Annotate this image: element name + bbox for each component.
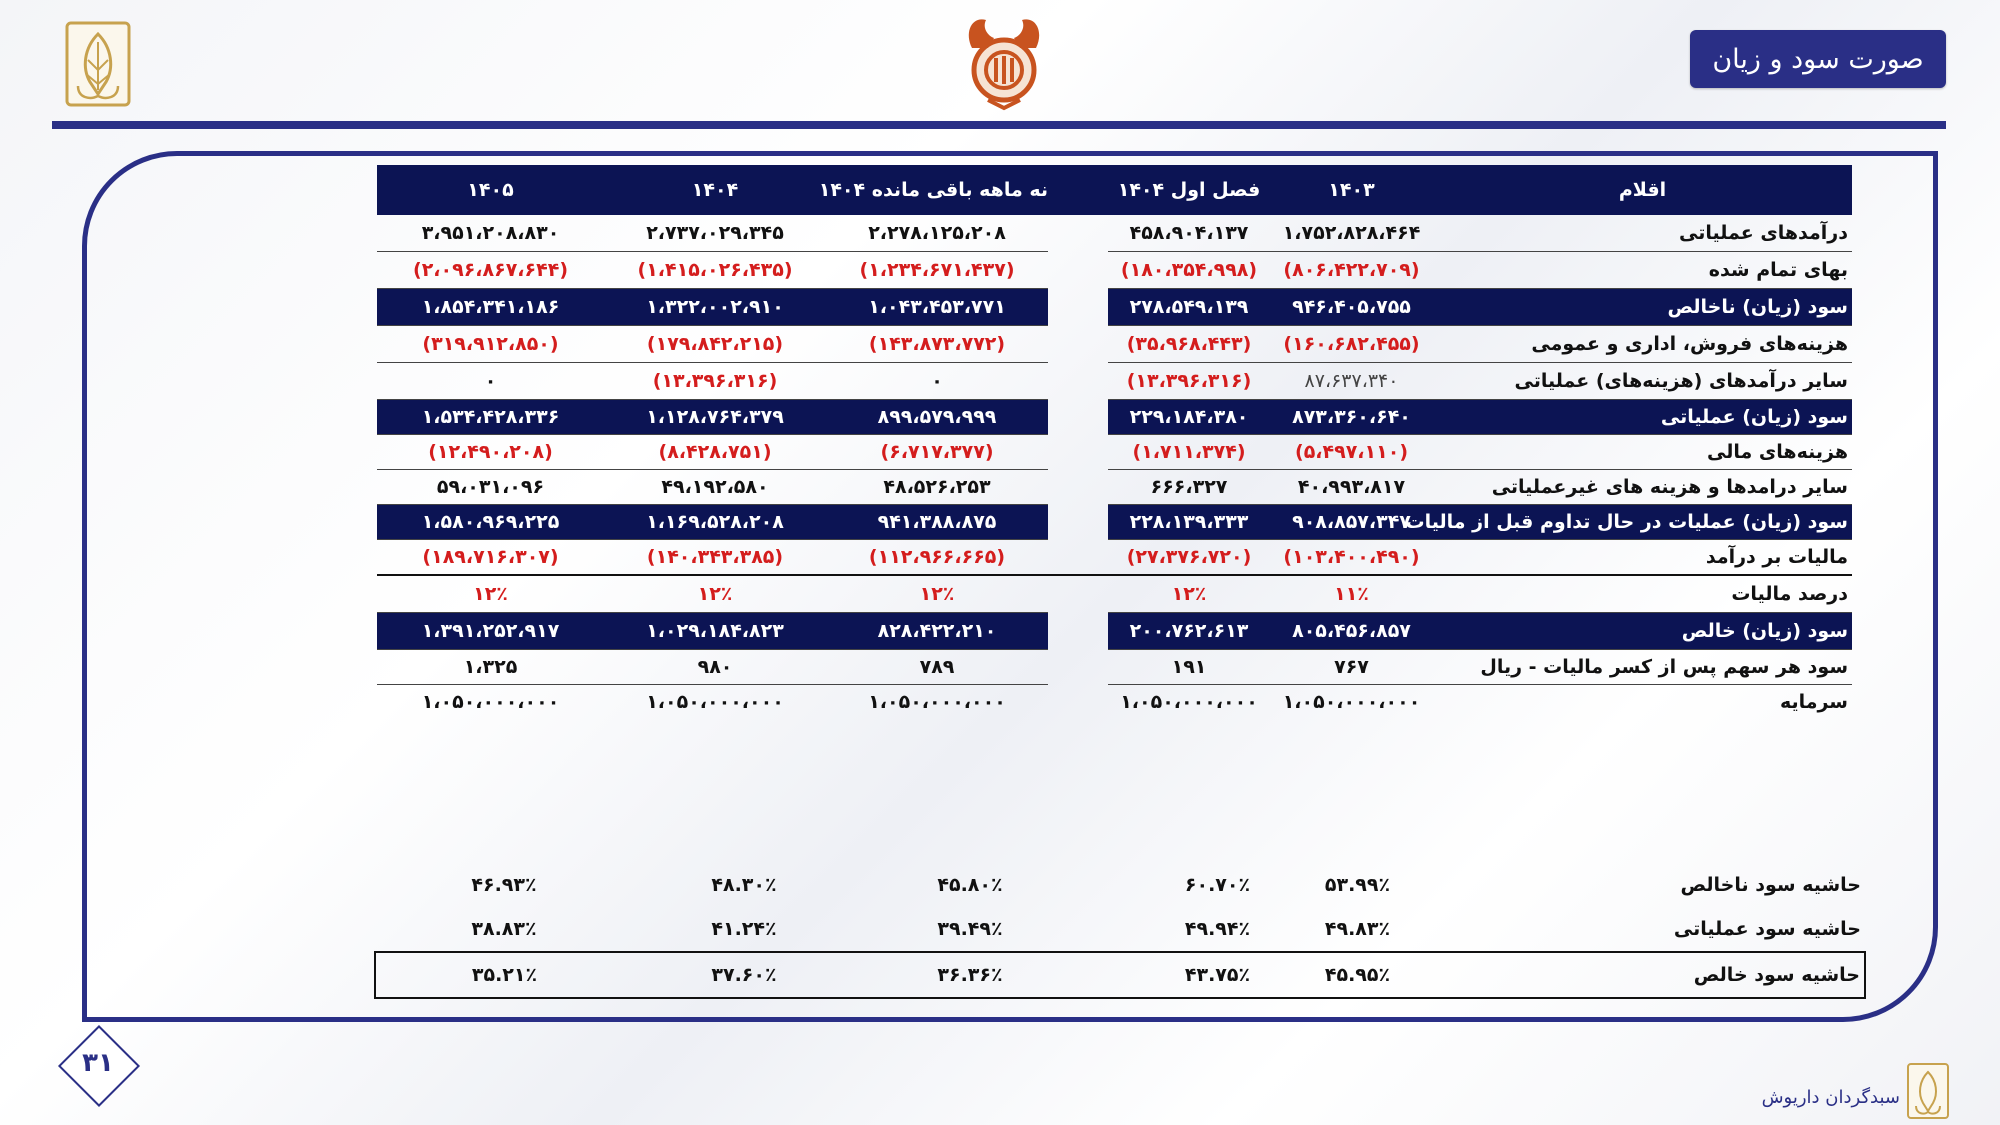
column-gap (1048, 540, 1108, 576)
table-cell: ۲۲۸،۱۳۹،۳۳۳ (1108, 505, 1270, 540)
margin-cell: ۳۶.۳۶٪ (855, 952, 1085, 998)
table-cell: (۱،۷۱۱،۳۷۴) (1108, 435, 1270, 470)
column-header: فصل اول ۱۴۰۴ (1108, 165, 1270, 215)
table-cell: ۱۱٪ (1270, 575, 1433, 613)
margin-cell: ۴۵.۸۰٪ (937, 874, 1003, 896)
table-cell: ۸۰۵،۴۵۶،۸۵۷ (1270, 613, 1433, 650)
table-cell: ۱۲٪ (604, 575, 826, 613)
profit-margins-table (374, 863, 1866, 999)
table-cell: ۲۲۹،۱۸۴،۳۸۰ (1108, 400, 1270, 435)
table-cell: ۱،۰۴۳،۴۵۳،۷۷۱ (826, 289, 1048, 326)
table-cell: (۵،۴۹۷،۱۱۰) (1270, 435, 1433, 470)
table-cell: ۱۹۱ (1108, 650, 1270, 685)
table-cell: ۵۹،۰۳۱،۰۹۶ (377, 470, 604, 505)
column-header: نه ماهه باقی مانده ۱۴۰۴ (826, 165, 1048, 215)
column-gap (1048, 685, 1108, 720)
table-cell: ۱،۰۵۰،۰۰۰،۰۰۰ (1120, 691, 1258, 713)
table-cell: ۲،۲۷۸،۱۲۵،۲۰۸ (826, 215, 1048, 252)
table-cell: ۱،۱۶۹،۵۲۸،۲۰۸ (604, 505, 826, 540)
table-cell: (۱۲،۴۹۰،۲۰۸) (377, 435, 604, 470)
margin-cell: ۳۹.۴۹٪ (855, 907, 1085, 952)
table-cell: ۴۹،۱۹۲،۵۸۰ (604, 470, 826, 505)
table-cell: ۱،۱۲۸،۷۶۴،۳۷۹ (604, 400, 826, 435)
table-row (377, 435, 1852, 470)
row-label: هزینه‌های فروش، اداری و عمومی (1433, 326, 1852, 363)
margin-label: حاشیه سود خالص (1440, 952, 1865, 998)
table-cell: (۱۴۰،۳۴۳،۳۸۵) (604, 540, 826, 576)
table-cell: ۹۸۰ (604, 650, 826, 685)
table-cell: ۹۴۶،۴۰۵،۷۵۵ (1270, 289, 1433, 326)
center-emblem-icon (958, 8, 1050, 112)
row-label: درصد مالیات (1433, 575, 1852, 613)
row-label: سایر درآمدهای (هزینه‌های) عملیاتی (1433, 363, 1852, 400)
table-cell: ۸۷،۶۳۷،۳۴۰ (1270, 363, 1433, 400)
table-cell: (۱۷۹،۸۴۲،۲۱۵) (604, 326, 826, 363)
margin-cell: ۳۷.۶۰٪ (633, 952, 855, 998)
table-cell: ۱،۰۵۰،۰۰۰،۰۰۰ (646, 691, 784, 713)
table-cell: ۰ (377, 363, 604, 400)
row-label: سود (زیان) ناخالص (1433, 289, 1852, 326)
table-cell: (۱۱۲،۹۶۶،۶۶۵) (826, 540, 1048, 576)
header-divider (52, 121, 1946, 129)
table-cell: (۸۰۶،۴۲۲،۷۰۹) (1270, 252, 1433, 289)
margin-row (375, 907, 1865, 952)
row-label: درآمدهای عملیاتی (1433, 215, 1852, 252)
table-cell: ۱،۵۳۴،۴۲۸،۳۳۶ (377, 400, 604, 435)
table-cell: ۹۰۸،۸۵۷،۳۴۷ (1270, 505, 1433, 540)
table-cell: (۱۴۳،۸۷۳،۷۷۲) (826, 326, 1048, 363)
margin-cell: ۳۵.۲۱٪ (375, 952, 633, 998)
table-cell: ۱۲٪ (1108, 575, 1270, 613)
table-cell: ۱،۳۲۲،۰۰۲،۹۱۰ (604, 289, 826, 326)
column-gap (1048, 435, 1108, 470)
table-row (377, 400, 1852, 435)
footer-logo-icon (1906, 1062, 1950, 1120)
table-cell: ۲۰۰،۷۶۲،۶۱۳ (1108, 613, 1270, 650)
margin-cell: ۴۸.۳۰٪ (711, 874, 777, 896)
margin-label: حاشیه سود عملیاتی (1440, 907, 1865, 952)
column-gap (1085, 863, 1160, 907)
table-cell: ۱،۸۵۴،۳۴۱،۱۸۶ (377, 289, 604, 326)
column-gap (1048, 289, 1108, 326)
table-cell: (۳۵،۹۶۸،۴۴۳) (1108, 326, 1270, 363)
column-gap (1048, 575, 1108, 613)
table-cell: ۴۸،۵۲۶،۲۵۳ (826, 470, 1048, 505)
table-cell: ۷۸۹ (826, 650, 1048, 685)
table-row (377, 540, 1852, 576)
table-cell: (۳۱۹،۹۱۲،۸۵۰) (377, 326, 604, 363)
table-cell: ۱،۰۵۰،۰۰۰،۰۰۰ (868, 691, 1006, 713)
column-gap (1048, 613, 1108, 650)
row-label: مالیات بر درآمد (1433, 540, 1852, 576)
table-cell: ۸۲۸،۴۲۲،۲۱۰ (826, 613, 1048, 650)
table-cell: ۳،۹۵۱،۲۰۸،۸۳۰ (377, 215, 604, 252)
column-gap (1048, 326, 1108, 363)
column-gap (1085, 952, 1160, 998)
table-cell: (۶،۷۱۷،۳۷۷) (826, 435, 1048, 470)
table-row (377, 326, 1852, 363)
page-number: ۳۱ (82, 1048, 114, 1078)
table-cell: ۱،۰۵۰،۰۰۰،۰۰۰ (1282, 691, 1421, 713)
margin-label: حاشیه سود ناخالص (1680, 874, 1861, 896)
table-cell: ۱،۳۹۱،۲۵۲،۹۱۷ (377, 613, 604, 650)
table-cell: ۴۰،۹۹۳،۸۱۷ (1270, 470, 1433, 505)
column-header: ۱۴۰۴ (604, 165, 826, 215)
footer-brand: سبدگردان داریوش (1761, 1087, 1900, 1108)
row-label: سود (زیان) خالص (1433, 613, 1852, 650)
row-label: سود (زیان) عملیات در حال تداوم قبل از مالیات (1433, 505, 1852, 540)
margin-cell: ۴۹.۹۴٪ (1160, 907, 1275, 952)
margin-cell: ۳۸.۸۳٪ (375, 907, 633, 952)
column-gap (1048, 215, 1108, 252)
table-cell: ۱،۵۸۰،۹۶۹،۲۲۵ (377, 505, 604, 540)
row-label: سود (زیان) عملیاتی (1433, 400, 1852, 435)
page-title: صورت سود و زیان (1690, 30, 1946, 88)
table-row (377, 575, 1852, 613)
table-cell: ۱۲٪ (826, 575, 1048, 613)
table-row (377, 289, 1852, 326)
row-label: هزینه‌های مالی (1433, 435, 1852, 470)
table-row (377, 613, 1852, 650)
table-row (377, 215, 1852, 252)
table-cell: ۲۷۸،۵۴۹،۱۳۹ (1108, 289, 1270, 326)
table-cell: (۱،۲۳۴،۶۷۱،۴۳۷) (826, 252, 1048, 289)
company-logo-icon (64, 20, 132, 108)
table-cell: (۲،۰۹۶،۸۶۷،۶۴۴) (377, 252, 604, 289)
table-cell: (۱۶۰،۶۸۲،۴۵۵) (1270, 326, 1433, 363)
table-row (377, 505, 1852, 540)
table-cell: (۸،۴۲۸،۷۵۱) (604, 435, 826, 470)
table-row (377, 252, 1852, 289)
table-cell: ۰ (826, 363, 1048, 400)
column-header: اقلام (1433, 165, 1852, 215)
table-cell: ۹۴۱،۳۸۸،۸۷۵ (826, 505, 1048, 540)
table-row (377, 685, 1852, 720)
column-header: ۱۴۰۵ (377, 165, 604, 215)
table-row (377, 470, 1852, 505)
table-cell: ۴۵۸،۹۰۴،۱۳۷ (1108, 215, 1270, 252)
margin-row (375, 952, 1865, 998)
table-cell: ۲،۷۳۷،۰۲۹،۳۴۵ (604, 215, 826, 252)
margin-cell: ۴۹.۸۳٪ (1275, 907, 1440, 952)
margin-cell: ۴۱.۲۴٪ (633, 907, 855, 952)
table-cell: ۷۶۷ (1270, 650, 1433, 685)
table-cell: ۱،۷۵۲،۸۲۸،۴۶۴ (1270, 215, 1433, 252)
table-cell: ۱۲٪ (377, 575, 604, 613)
row-label: سایر درامدها و هزینه های غیرعملیاتی (1433, 470, 1852, 505)
table-cell: ۱،۰۲۹،۱۸۴،۸۲۳ (604, 613, 826, 650)
column-gap (1048, 650, 1108, 685)
column-gap (1048, 252, 1108, 289)
table-cell: (۱۸۰،۳۵۴،۹۹۸) (1108, 252, 1270, 289)
row-label: سود هر سهم پس از کسر مالیات - ریال (1433, 650, 1852, 685)
margin-row (375, 863, 1865, 907)
table-cell: ۱،۳۲۵ (377, 650, 604, 685)
table-cell: ۱،۰۵۰،۰۰۰،۰۰۰ (421, 691, 560, 713)
row-label: بهای تمام شده (1433, 252, 1852, 289)
income-statement-table (377, 165, 1852, 719)
margin-cell: ۶۰.۷۰٪ (1184, 874, 1251, 896)
column-gap (1048, 400, 1108, 435)
table-cell: (۲۷،۳۷۶،۷۲۰) (1108, 540, 1270, 576)
column-gap (1048, 363, 1108, 400)
row-label: سرمایه (1779, 691, 1848, 713)
table-cell: ۸۹۹،۵۷۹،۹۹۹ (826, 400, 1048, 435)
column-gap (1048, 470, 1108, 505)
table-row (377, 650, 1852, 685)
table-cell: (۱۰۳،۴۰۰،۴۹۰) (1270, 540, 1433, 576)
margin-cell: ۵۳.۹۹٪ (1324, 874, 1391, 896)
table-cell: (۱۸۹،۷۱۶،۳۰۷) (377, 540, 604, 576)
column-gap (1048, 165, 1108, 215)
margin-cell: ۴۶.۹۳٪ (471, 874, 537, 896)
table-header-row (377, 165, 1852, 215)
table-cell: (۱،۴۱۵،۰۲۶،۴۳۵) (604, 252, 826, 289)
table-cell: (۱۳،۳۹۶،۳۱۶) (1108, 363, 1270, 400)
column-gap (1048, 505, 1108, 540)
column-gap (1085, 907, 1160, 952)
column-header: ۱۴۰۳ (1270, 165, 1433, 215)
table-row (377, 363, 1852, 400)
margin-cell: ۴۵.۹۵٪ (1275, 952, 1440, 998)
margin-cell: ۴۳.۷۵٪ (1160, 952, 1275, 998)
table-cell: ۶۶۶،۳۲۷ (1108, 470, 1270, 505)
table-cell: (۱۳،۳۹۶،۳۱۶) (604, 363, 826, 400)
table-cell: ۸۷۳،۳۶۰،۶۴۰ (1270, 400, 1433, 435)
